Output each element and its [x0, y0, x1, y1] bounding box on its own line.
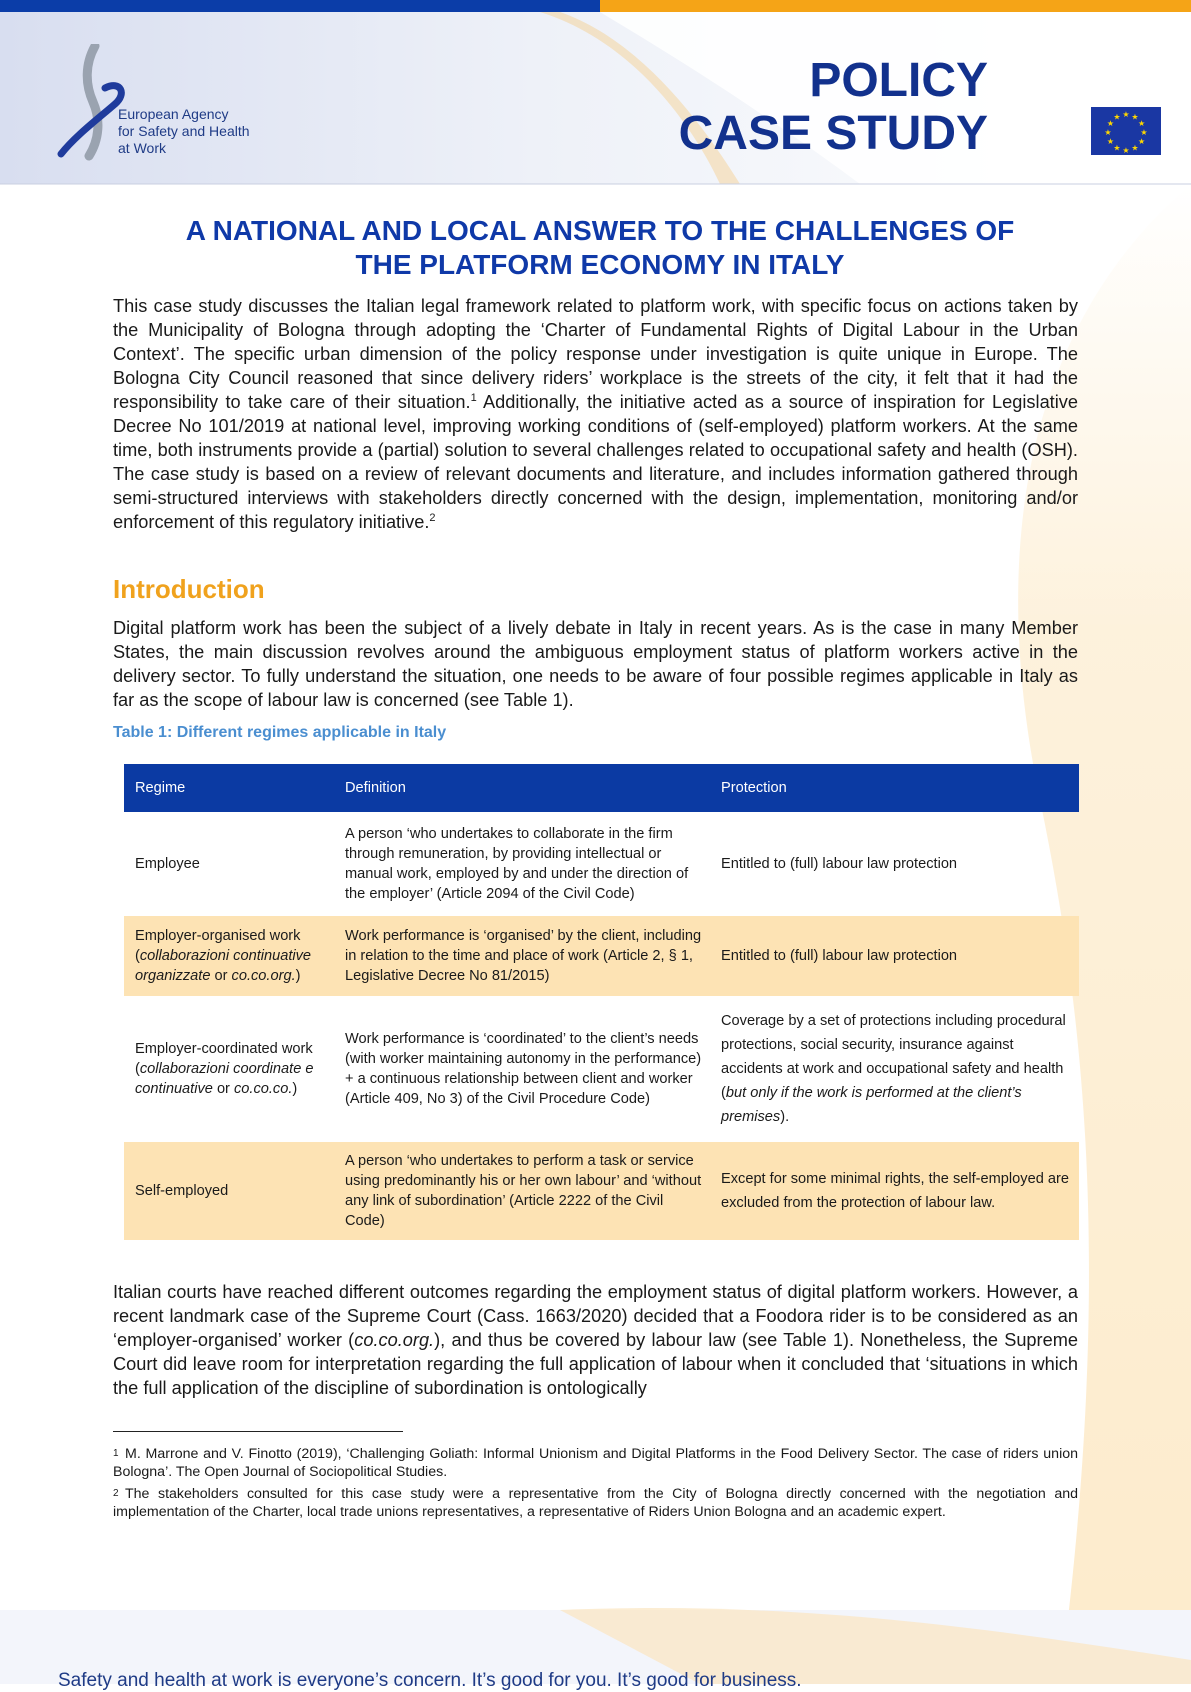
column-header-protection: Protection [710, 764, 1079, 812]
svg-text:★: ★ [1113, 143, 1121, 153]
table-header-row [124, 764, 1079, 812]
definition-cell: Work performance is ‘organised’ by the client, including in relation to the time and place of work (Article 2, § 1, Legislative Decree No 81/2015) [334, 916, 710, 996]
footnote-number: 2 [113, 1488, 119, 1499]
svg-text:★: ★ [1138, 119, 1146, 128]
eu-flag-icon [1091, 107, 1161, 155]
definition-cell: Work performance is ‘coordinated’ to the client’s needs (with worker maintaining autonomy in the performance) + a continuous relationship between client and worker (Article 409, No 3) of the Civil Procedure Code) [345, 1031, 702, 1107]
protection-cell: Except for some minimal rights, the self-employed are excluded from the protection of labour law. [710, 1142, 1079, 1240]
footnote-ref-1[interactable]: 1 [470, 391, 477, 404]
document-type-line-1: POLICY [809, 54, 988, 107]
svg-text:★: ★ [1131, 112, 1139, 122]
abstract-text-part-2: Additionally, the initiative acted as a source of inspiration for Legislative Decree No 101/2019 at national level, improving working conditions of (self-employed) platform workers. At the same time, both instruments provide a (partial) solution to several challenges related to occupational safety and health (OSH). The case study is based on a review of relevant documents and literature, and includes information gathered through semi-structured interviews with stakeholders directly concerned with the design, implementation, monitoring and/or enforcement of this regulatory initiative. [113, 392, 1078, 532]
regime-italic-text: collaborazioni coordinate e continuative [135, 1061, 314, 1097]
table-row [124, 916, 1079, 996]
footnote-2 [113, 1485, 1078, 1521]
protection-cell: Entitled to (full) labour law protection [710, 916, 1079, 996]
agency-logo-mark-icon [55, 44, 125, 164]
footnote-1 [113, 1445, 1078, 1481]
top-bar-orange [600, 0, 1191, 12]
regime-cell: Employee [135, 856, 200, 872]
svg-text:★: ★ [1113, 112, 1121, 122]
page-title-line-1: A NATIONAL AND LOCAL ANSWER TO THE CHALLENGES OF [185, 215, 1015, 246]
page-title-line-2: THE PLATFORM ECONOMY IN ITALY [355, 249, 845, 280]
abstract-text-part-1: This case study discusses the Italian legal framework related to platform work, with specific focus on actions taken by the Municipality of Bologna through adopting the ‘Charter of Fundamental Rights of Digital Labour in the Urban Context’. The specific urban dimension of the policy response under investigation is quite unique in Europe. The Bologna City Council reasoned that since delivery riders’ workplace is the streets of the city, it felt that it had the responsibility to take care of their situation. [113, 296, 1078, 412]
courts-paragraph [113, 1280, 1078, 1400]
protection-cell [710, 996, 1079, 1142]
regime-abbreviation: co.co.co. [233, 1081, 293, 1097]
protection-cell: Entitled to (full) labour law protection [721, 856, 958, 872]
svg-text:★: ★ [1122, 110, 1130, 119]
regime-text: Employer-organised work ( [135, 928, 301, 964]
document-type-line-2: CASE STUDY [678, 107, 988, 160]
regime-abbreviation: co.co.org. [231, 968, 296, 984]
svg-text:★: ★ [1106, 137, 1114, 146]
footnote-text: The stakeholders consulted for this case study were a representative from the City of Bologna directly concerned with the negotiation and implementation of the Charter, local trade unions representatives, a representative of Riders Union Bologna and an academic expert. [113, 1486, 1078, 1520]
svg-text:★: ★ [1140, 128, 1148, 137]
definition-cell: A person ‘who undertakes to perform a task or service using predominantly his or her own labour’ and ‘without any link of subordination’ (Article 2222 of the Civil Code) [334, 1142, 710, 1240]
introduction-heading: Introduction [113, 574, 265, 604]
column-header-definition: Definition [334, 764, 710, 812]
eu-stars-icon [1091, 107, 1161, 155]
svg-text:★: ★ [1104, 128, 1112, 137]
footnote-text: M. Marrone and V. Finotto (2019), ‘Challenging Goliath: Informal Unionism and Digital Platforms in the Food Delivery Sector. The case of riders union Bologna’. The Open Journal of Sociopolitical Studies. [113, 1446, 1078, 1480]
regime-text: Employer-coordinated work ( [135, 1041, 313, 1077]
courts-text: ), and thus be covered by labour law (see Table 1). Nonetheless, the Supreme Court did leave room for interpretation regarding the full application of labour when it concluded that ‘situations in which the full application of the discipline of subordination is ontologically [113, 1330, 1078, 1398]
agency-logo-text: European Agency for Safety and Health at Work [118, 106, 250, 156]
footer-tagline: Safety and health at work is everyone’s concern. It’s good for you. It’s good for business. [58, 1670, 802, 1691]
table-row [124, 1142, 1079, 1240]
definition-cell: A person ‘who undertakes to collaborate in the firm through remuneration, by providing intellectual or manual work, employed by and under the direction of the employer’ (Article 2094 of the Civil Code) [345, 826, 689, 902]
introduction-paragraph: Digital platform work has been the subject of a lively debate in Italy in recent years. As is the case in many Member States, the main discussion revolves around the ambiguous employment status of platform workers active in the delivery sector. To fully understand the situation, one needs to be aware of four possible regimes applicable in Italy as far as the scope of labour law is concerned (see Table 1). [113, 618, 1078, 710]
top-bar-blue [0, 0, 600, 12]
svg-text:★: ★ [1138, 137, 1146, 146]
column-header-regime: Regime [124, 764, 334, 812]
protection-italic-text: but only if the work is performed at the client’s premises [721, 1085, 1022, 1125]
courts-abbreviation: co.co.org. [354, 1330, 435, 1350]
table-caption: Table 1: Different regimes applicable in Italy [113, 724, 447, 741]
svg-text:★: ★ [1122, 146, 1130, 155]
footnote-divider [113, 1431, 403, 1432]
regimes-table [124, 764, 1079, 1240]
regime-cell [124, 996, 334, 1142]
table-row [124, 996, 1079, 1142]
protection-text: Coverage by a set of protections including procedural protections, social security, insurance against accidents at work and occupational safety and health ( [721, 1013, 1066, 1101]
table-row [124, 812, 1079, 916]
svg-text:★: ★ [1131, 143, 1139, 153]
regime-text: ) [292, 1081, 298, 1097]
regime-text: or [212, 1081, 234, 1097]
courts-text: Italian courts have reached different outcomes regarding the employment status of digital platform workers. However, a recent landmark case of the Supreme Court (Cass. 1663/2020) decided that a Foodora rider is to be considered as an ‘employer-organised’ worker ( [113, 1282, 1078, 1350]
svg-text:★: ★ [1106, 119, 1114, 128]
regime-text: ) [295, 968, 301, 984]
regime-cell: Self-employed [124, 1142, 334, 1240]
regime-text: or [210, 968, 232, 984]
footnote-ref-2[interactable]: 2 [429, 511, 436, 524]
document-type-title [679, 54, 988, 160]
agency-logo [55, 44, 255, 164]
regime-cell [124, 916, 334, 996]
footnote-number: 1 [113, 1448, 119, 1459]
page-title [110, 214, 1090, 282]
abstract-paragraph [113, 294, 1078, 534]
regime-italic-text: collaborazioni continuative organizzate [135, 948, 312, 984]
protection-text: ). [780, 1109, 790, 1125]
